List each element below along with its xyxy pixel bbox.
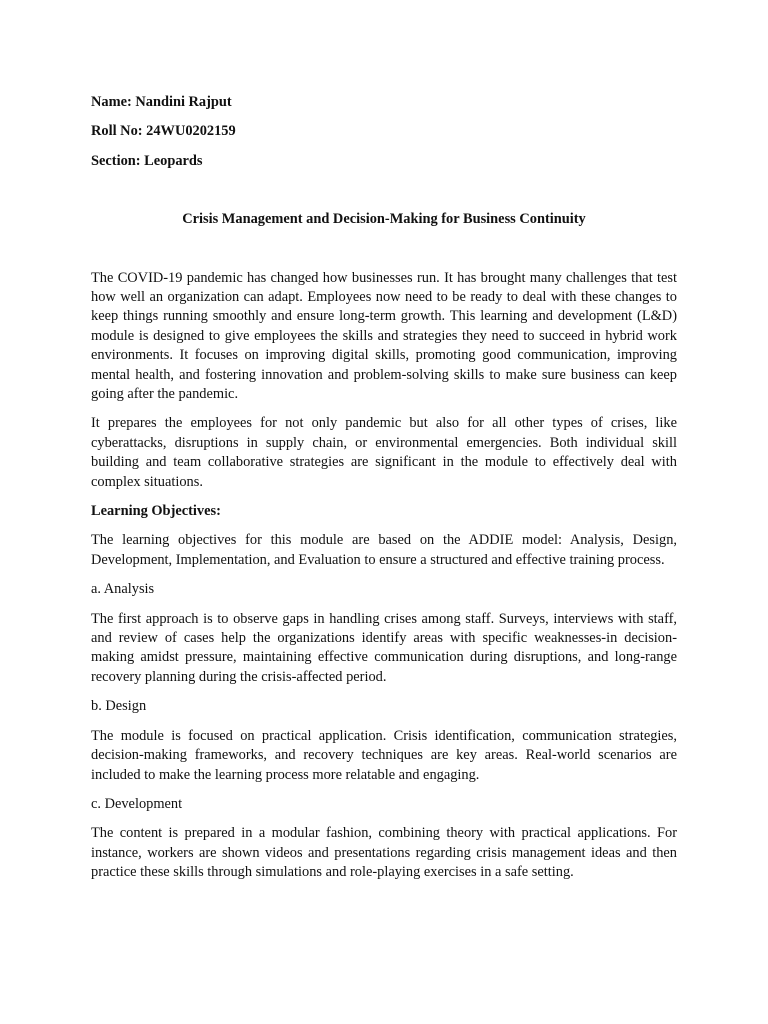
development-heading: c. Development bbox=[91, 795, 183, 812]
design-text: The module is focused on practical application. Crisis identification, communication strategies, decision-making frameworks, and recovery techniques are key areas. Real-world scenarios are included to make the learning process more relatable and engaging. bbox=[91, 727, 677, 783]
design-heading: b. Design bbox=[91, 698, 147, 715]
development-text: The content is prepared in a modular fashion, combining theory with practical applications. For instance, workers are shown videos and presentations regarding crisis management ideas and then practice these skills through simulations and role-playing exercises in a safe setting. bbox=[91, 825, 677, 881]
roll-number: Roll No: 24WU0202159 bbox=[91, 123, 236, 140]
intro-paragraph-2: It prepares the employees for not only pandemic but also for all other types of crises, like cyberattacks, disruptions in supply chain, or environmental emergencies. Both individual skill building and team collaborative strategies are significant in the module to effectively deal with complex situations. bbox=[91, 415, 677, 490]
analysis-text: The first approach is to observe gaps in handling crises among staff. Surveys, interviews with staff, and review of cases help the organizations identify areas with specific weaknesses-in decision-making amidst pressure, maintaining effective communication during disruptions, and long-range recovery planning during the crisis-affected period. bbox=[91, 610, 677, 685]
analysis-heading: a. Analysis bbox=[91, 581, 155, 598]
document-title: Crisis Management and Decision-Making for Business Continuity bbox=[182, 211, 586, 228]
document-body bbox=[91, 93, 677, 883]
section-name: Section: Leopards bbox=[91, 152, 203, 169]
intro-paragraph-1: The COVID-19 pandemic has changed how businesses run. It has brought many challenges that test how well an organization can adapt. Employees now need to be ready to deal with these changes to keep things running smoothly and ensure long-term growth. This learning and development (L&D) module is designed to give employees the skills and strategies they need to succeed in hybrid work environments. It focuses on improving digital skills, promoting good communication, improving mental health, and fostering innovation and problem-solving skills to make sure business can keep going after the pandemic. bbox=[91, 269, 677, 403]
learning-objectives-text: The learning objectives for this module are based on the ADDIE model: Analysis, Design, Development, Implementation, and Evaluation to ensure a structured and effective training process. bbox=[91, 532, 677, 568]
student-name: Name: Nandini Rajput bbox=[91, 94, 232, 110]
learning-objectives-heading: Learning Objectives: bbox=[91, 503, 221, 520]
